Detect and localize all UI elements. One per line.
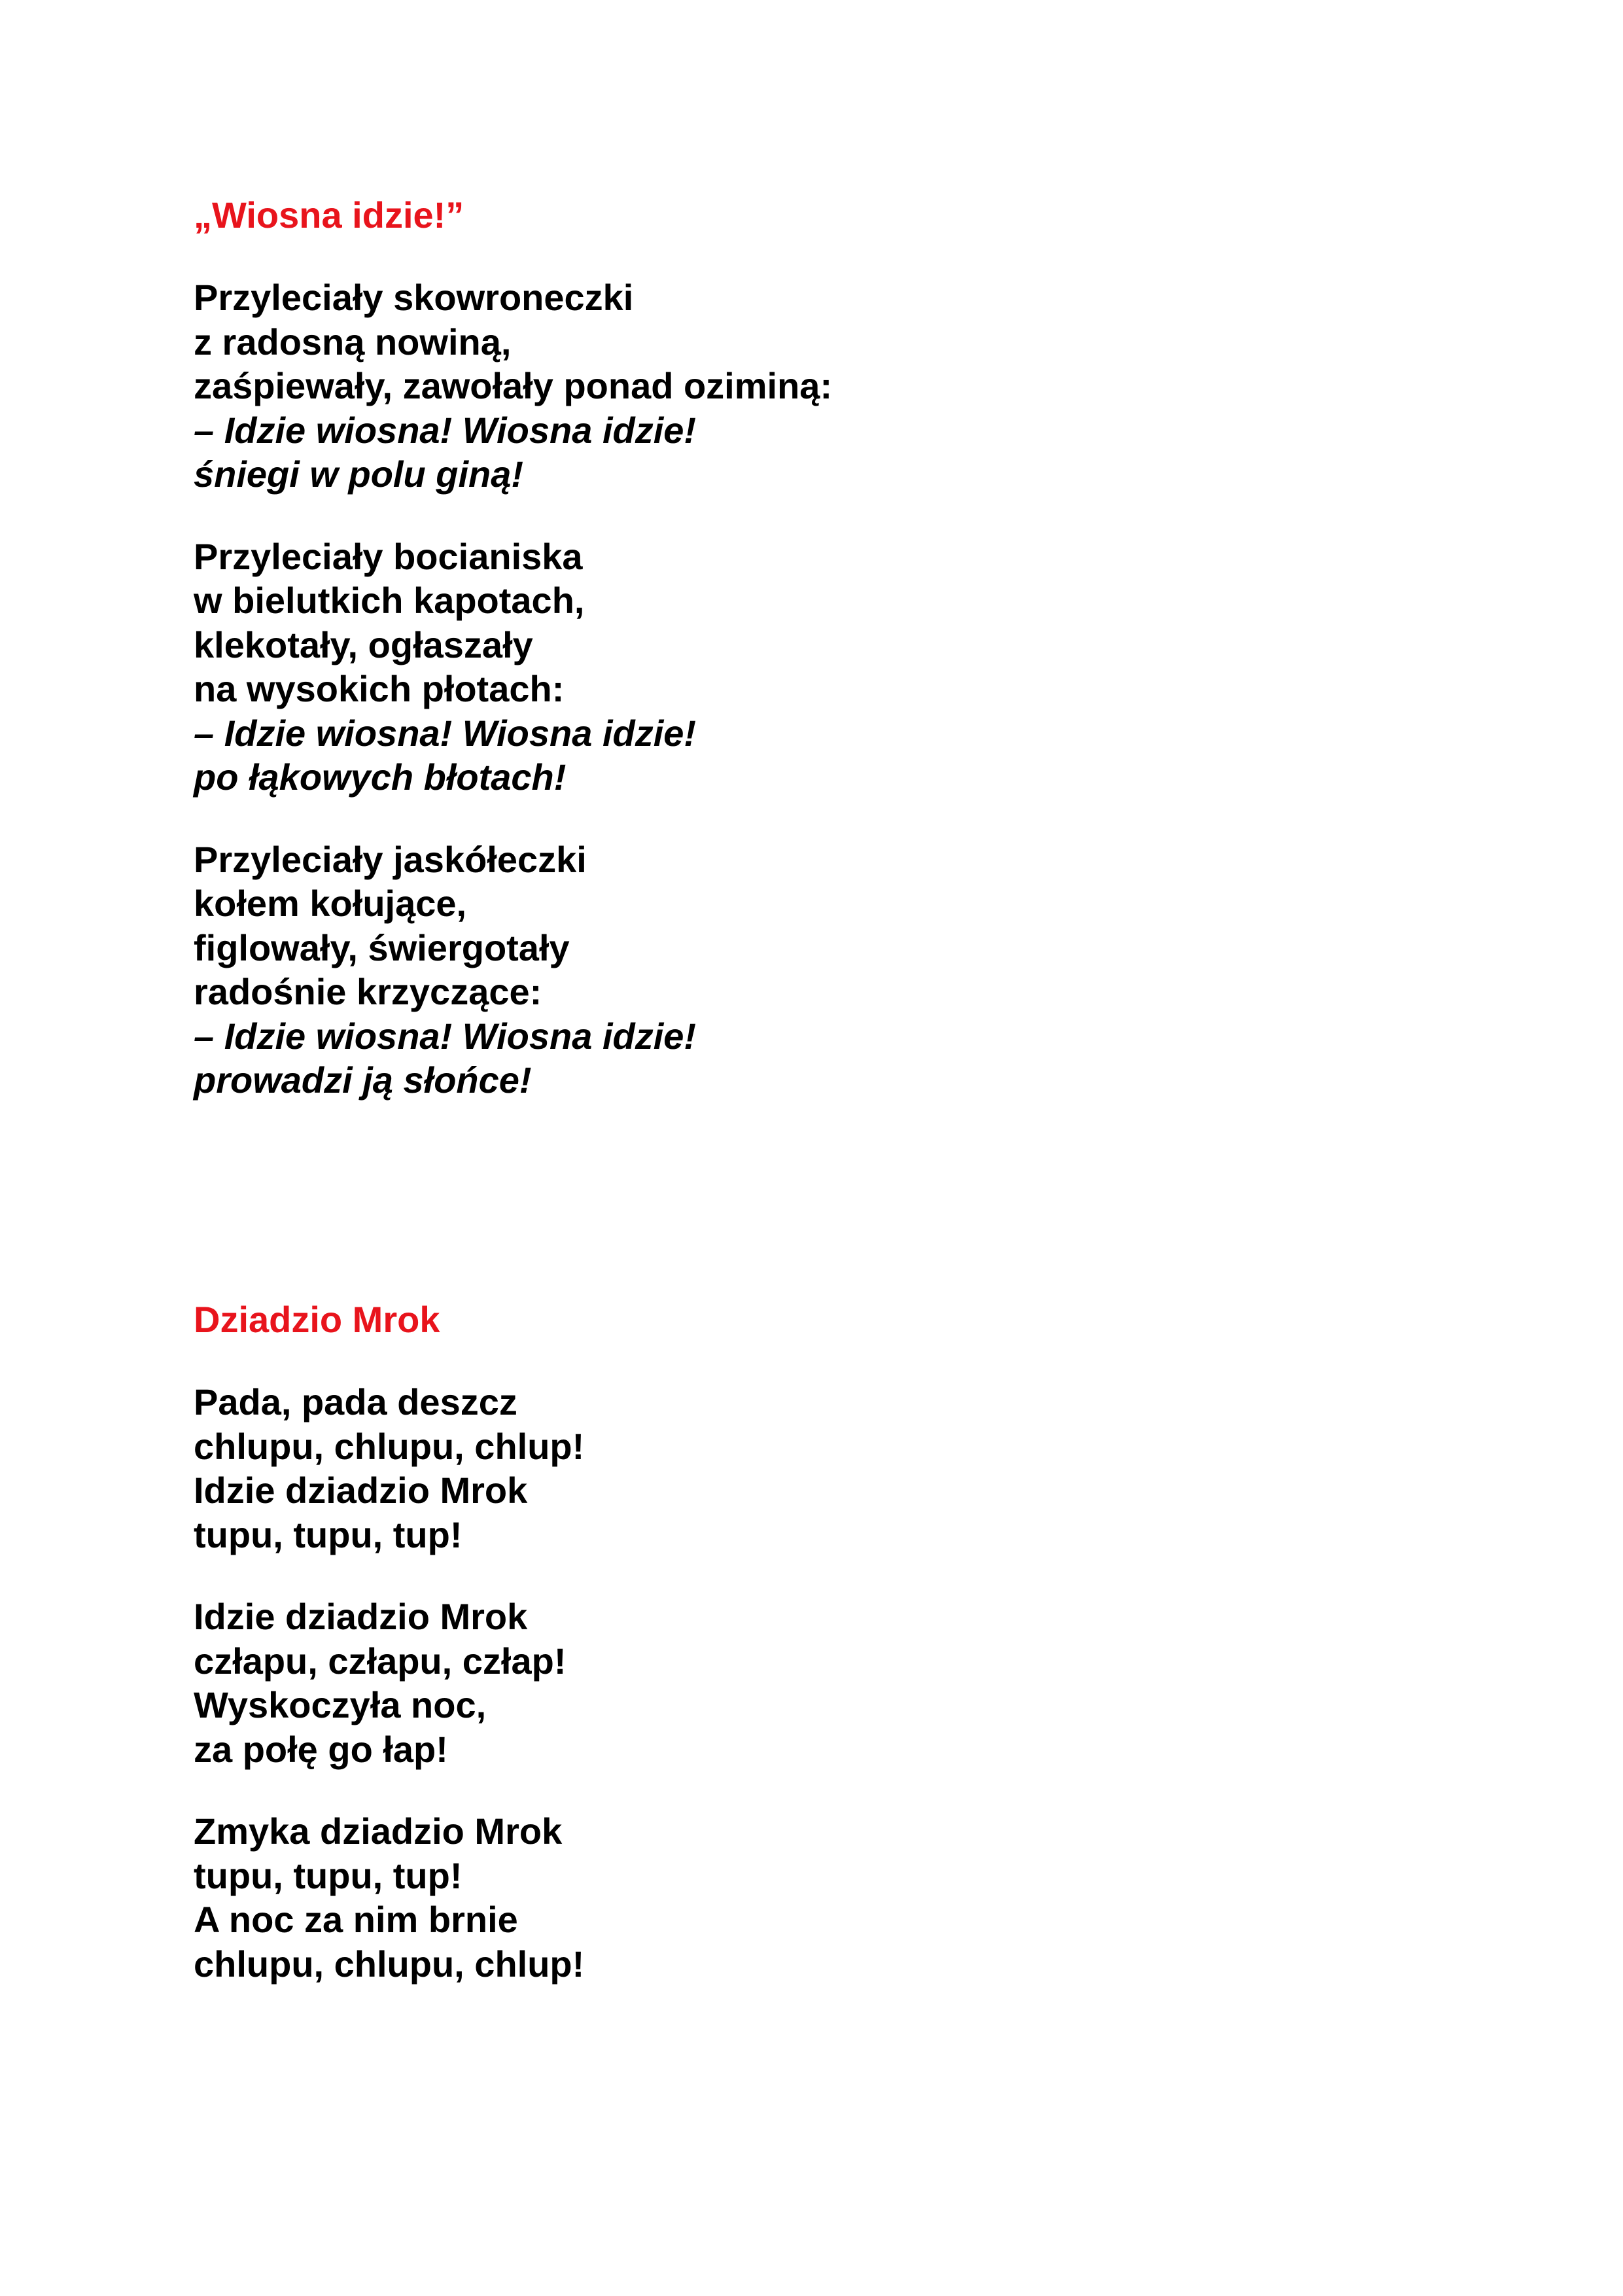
poem-wiosna-idzie — [194, 193, 1306, 1140]
verse-line: Wyskoczyła noc, — [194, 1684, 487, 1725]
verse-line: na wysokich płotach: — [194, 668, 565, 709]
verse-line: kołem kołujące, — [194, 883, 467, 924]
verse-line: klekotały, ogłaszały — [194, 624, 533, 665]
verse-line: chlupu, chlupu, chlup! — [194, 1425, 585, 1467]
verse-line: zaśpiewały, zawołały ponad oziminą: — [194, 365, 833, 406]
verse-line: radośnie krzyczące: — [194, 971, 542, 1012]
stanza — [194, 535, 1306, 800]
verse-line: z radosną nowiną, — [194, 321, 512, 362]
verse-line-refrain: – Idzie wiosna! Wiosna idzie! — [194, 409, 697, 451]
verse-line: chlupu, chlupu, chlup! — [194, 1943, 585, 1985]
verse-line: figlowały, świergotały — [194, 927, 570, 968]
verse-line-refrain: po łąkowych błotach! — [194, 756, 567, 798]
verse-line: A noc za nim brnie — [194, 1899, 518, 1940]
verse-line: tupu, tupu, tup! — [194, 1513, 462, 1555]
verse-line: człapu, człapu, człap! — [194, 1640, 567, 1682]
verse-line: Pada, pada deszcz — [194, 1381, 517, 1422]
poem-dziadzio-mrok — [194, 1298, 1306, 2024]
stanza — [194, 275, 1306, 497]
verse-line: w bielutkich kapotach, — [194, 580, 585, 621]
verse-line-refrain: – Idzie wiosna! Wiosna idzie! — [194, 712, 697, 754]
verse-line: Przyleciały bocianiska — [194, 535, 583, 577]
verse-line-refrain: – Idzie wiosna! Wiosna idzie! — [194, 1015, 697, 1057]
poem-title: „Wiosna idzie!” — [194, 194, 464, 236]
stanza — [194, 1380, 1306, 1557]
stanza — [194, 1809, 1306, 1986]
verse-line-refrain: śniegi w polu giną! — [194, 453, 523, 495]
verse-line: za połę go łap! — [194, 1728, 448, 1770]
verse-line: tupu, tupu, tup! — [194, 1854, 462, 1896]
stanza — [194, 838, 1306, 1103]
verse-line: Idzie dziadzio Mrok — [194, 1596, 528, 1637]
stanza — [194, 1595, 1306, 1771]
verse-line: Przyleciały jaskółeczki — [194, 838, 587, 880]
verse-line: Idzie dziadzio Mrok — [194, 1470, 528, 1511]
verse-line: Zmyka dziadzio Mrok — [194, 1810, 563, 1852]
verse-line: Przyleciały skowroneczki — [194, 277, 634, 318]
poem-title: Dziadzio Mrok — [194, 1299, 440, 1340]
verse-line-refrain: prowadzi ją słońce! — [194, 1059, 532, 1101]
